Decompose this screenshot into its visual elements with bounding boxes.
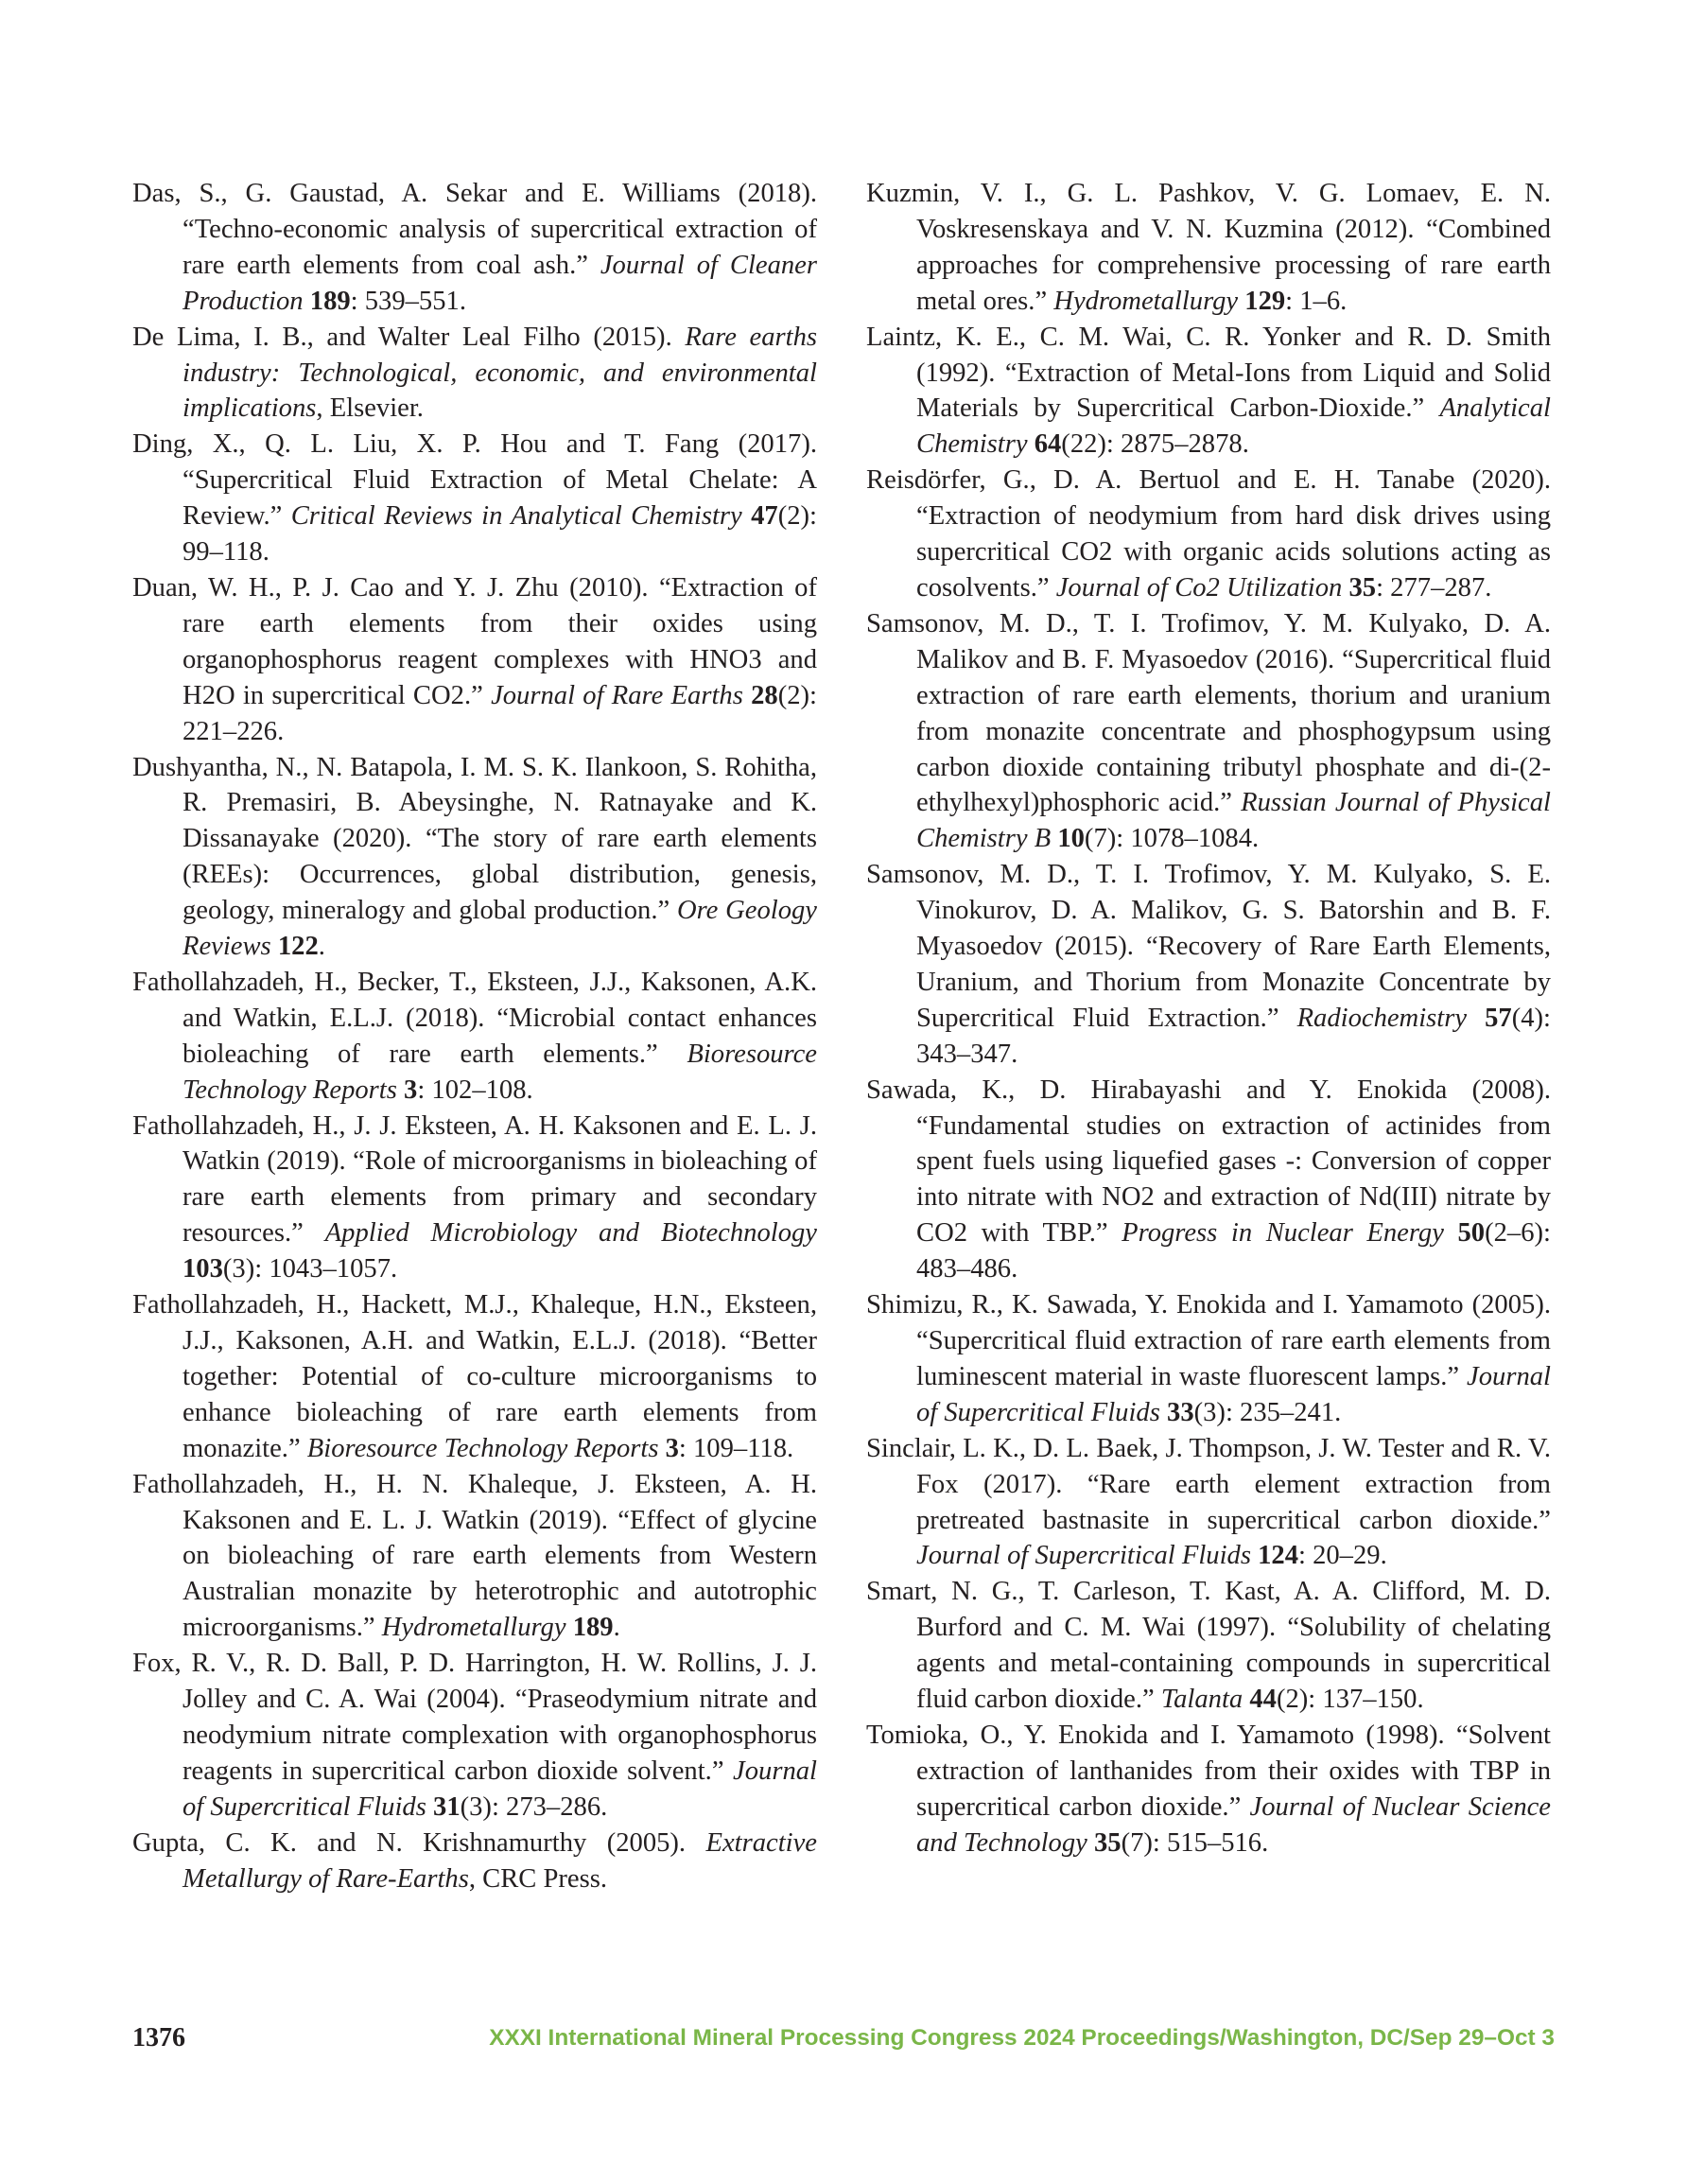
reference-entry	[132, 750, 817, 965]
reference-authors-title: Sinclair, L. K., D. L. Baek, J. Thompson, J. W. Tester and R. V. Fox (2017). “Rare earth element extraction from pretreated bastnasite in supercritical carbon dioxide.”	[866, 1433, 1551, 1535]
reference-entry	[866, 463, 1551, 606]
reference-source: Hydrometallurgy	[381, 1613, 566, 1643]
reference-entry	[132, 176, 817, 320]
reference-authors-title: Fox, R. V., R. D. Ball, P. D. Harrington, H. W. Rollins, J. J. Jolley and C. A. Wai (2004). “Praseodymium nitrate and neodymium nitrate complexation with organophosphorus reagents in supercritical carbon dioxide solvent.”	[132, 1649, 817, 1786]
reference-entry	[132, 1287, 817, 1467]
reference-entry	[132, 1109, 817, 1288]
reference-authors-title: Fathollahzadeh, H., H. N. Khaleque, J. Eksteen, A. H. Kaksonen and E. L. J. Watkin (2019). “Effect of glycine on bioleaching of rare earth elements from Western Australian monazite by heterotrophic and autotrophic microorganisms.”	[132, 1469, 817, 1643]
reference-authors-title: Smart, N. G., T. Carleson, T. Kast, A. A. Clifford, M. D. Burford and C. M. Wai (1997). “Solubility of chelating agents and metal-containing compounds in supercritical fluid carbon dioxide.”	[866, 1577, 1551, 1715]
reference-pages: (2): 221–226.	[183, 680, 817, 746]
reference-authors-title: Samsonov, M. D., T. I. Trofimov, Y. M. Kulyako, D. A. Malikov and B. F. Myasoedov (2016). “Supercritical fluid extraction of rare earth elements, thorium and uranium from monazite concentrate and phosphogypsum using carbon dioxide containing tributyl phosphate and di-(2-ethylhexyl)phosphoric acid.”	[866, 608, 1551, 818]
reference-authors-title: Fathollahzadeh, H., Becker, T., Eksteen, J.J., Kaksonen, A.K. and Watkin, E.L.J. (2018). “Microbial contact enhances bioleaching of rare earth elements.”	[132, 967, 817, 1069]
reference-volume: 189	[309, 286, 351, 316]
running-title: XXXI International Mineral Processing Congress 2024 Proceedings/Washington, DC/Sep 29–Oct 3	[489, 2025, 1555, 2051]
reference-volume: 33	[1167, 1397, 1194, 1427]
reference-source: Ore Geology Reviews	[183, 896, 817, 962]
reference-source: Critical Reviews in Analytical Chemistry	[290, 501, 742, 532]
reference-volume: 129	[1244, 286, 1286, 316]
reference-entry	[866, 606, 1551, 857]
reference-volume: 103	[183, 1254, 223, 1284]
reference-volume: 3	[665, 1433, 679, 1463]
reference-volume: 189	[572, 1613, 614, 1643]
reference-pages: (22): 2875–2878.	[1061, 429, 1249, 460]
reference-entry	[866, 857, 1551, 1072]
reference-entry	[132, 965, 817, 1109]
reference-source: Journal of Cleaner Production	[183, 250, 817, 316]
reference-pages: (2–6): 483–486.	[916, 1218, 1551, 1284]
reference-authors-title: Ding, X., Q. L. Liu, X. P. Hou and T. Fang (2017). “Supercritical Fluid Extraction of Metal Chelate: A Review.”	[132, 429, 817, 532]
reference-entry	[132, 1646, 817, 1826]
reference-pages: .	[318, 932, 325, 962]
reference-source: Analytical Chemistry	[916, 393, 1551, 460]
reference-source: Journal of Co2 Utilization	[1055, 572, 1343, 603]
reference-source: Bioresource Technology Reports	[183, 1039, 817, 1105]
reference-entry	[866, 1287, 1551, 1431]
reference-source: Radiochemistry	[1296, 1003, 1468, 1033]
reference-entry	[132, 570, 817, 750]
references-column-left	[132, 176, 817, 1897]
reference-authors-title: Das, S., G. Gaustad, A. Sekar and E. Williams (2018). “Techno-economic analysis of supercritical extraction of rare earth elements from coal ash.”	[132, 179, 817, 280]
reference-pages: : 1–6.	[1285, 286, 1348, 316]
reference-source: Progress in Nuclear Energy	[1122, 1218, 1444, 1249]
reference-pages: : 277–287.	[1376, 572, 1492, 603]
reference-source: Rare earths industry: Technological, economic, and environmental implications	[183, 322, 817, 424]
page-footer	[132, 2023, 1555, 2061]
reference-pages: (2): 99–118.	[183, 501, 817, 568]
reference-source: Hydrometallurgy	[1053, 286, 1239, 316]
reference-source: Journal of Nuclear Science and Technology	[916, 1791, 1551, 1858]
reference-entry	[132, 427, 817, 570]
reference-volume: 50	[1457, 1218, 1486, 1249]
reference-pages: (7): 515–516.	[1121, 1827, 1269, 1858]
reference-volume: 35	[1093, 1827, 1122, 1858]
reference-volume: 31	[433, 1791, 461, 1822]
reference-pages: (3): 1043–1057.	[222, 1254, 398, 1284]
reference-volume: 124	[1258, 1541, 1298, 1571]
reference-entry	[866, 1073, 1551, 1287]
reference-pages: : 20–29.	[1298, 1541, 1387, 1571]
reference-volume: 47	[751, 501, 778, 532]
reference-authors-title: Sawada, K., D. Hirabayashi and Y. Enokida (2008). “Fundamental studies on extraction of actinides from spent fuels using liquefied gases -: Conversion of copper into nitrate with NO2 and extraction of Nd(III) nitrate by CO2 with TBP.”	[866, 1075, 1551, 1249]
reference-volume: 35	[1348, 572, 1377, 603]
reference-entry	[132, 320, 817, 428]
reference-entry	[866, 320, 1551, 463]
reference-source: Journal of Supercritical Fluids	[183, 1756, 817, 1822]
reference-authors-title: Tomioka, O., Y. Enokida and I. Yamamoto (1998). “Solvent extraction of lanthanides from their oxides with TBP in supercritical carbon dioxide.”	[866, 1720, 1551, 1822]
reference-source: Journal of Rare Earths	[491, 680, 743, 710]
reference-entry	[866, 176, 1551, 320]
reference-source: Journal of Supercritical Fluids	[916, 1361, 1551, 1427]
reference-authors-title: Fathollahzadeh, H., Hackett, M.J., Khaleque, H.N., Eksteen, J.J., Kaksonen, A.H. and Watkin, E.L.J. (2018). “Better together: Potential of co-culture microorganisms to enhance bioleaching of rare earth elements from monazite.”	[132, 1290, 817, 1463]
reference-pages: (3): 235–241.	[1193, 1397, 1342, 1427]
reference-pages: , CRC Press.	[468, 1863, 608, 1894]
page-number: 1376	[132, 2023, 185, 2053]
reference-pages: : 102–108.	[417, 1075, 533, 1105]
reference-authors-title: Dushyantha, N., N. Batapola, I. M. S. K. Ilankoon, S. Rohitha, R. Premasiri, B. Abeysinghe, N. Ratnayake and K. Dissanayake (2020). “The story of rare earth elements (REEs): Occurrences, global distribution, genesis, geology, mineralogy and global production.”	[132, 752, 817, 926]
reference-source: Extractive Metallurgy of Rare-Earths	[183, 1827, 817, 1894]
reference-source: Talanta	[1160, 1685, 1244, 1715]
reference-authors-title: De Lima, I. B., and Walter Leal Filho (2015).	[132, 322, 686, 352]
reference-pages: (3): 273–286.	[460, 1791, 608, 1822]
reference-authors-title: Fathollahzadeh, H., J. J. Eksteen, A. H. Kaksonen and E. L. J. Watkin (2019). “Role of microorganisms in bioleaching of rare earth elements from primary and secondary resources.”	[132, 1110, 817, 1249]
reference-source: Applied Microbiology and Biotechnology	[324, 1218, 817, 1249]
reference-authors-title: Kuzmin, V. I., G. L. Pashkov, V. G. Lomaev, E. N. Voskresenskaya and V. N. Kuzmina (2012). “Combined approaches for comprehensive processing of rare earth metal ores.”	[866, 179, 1551, 316]
references-column-right	[866, 176, 1551, 1861]
reference-source: Journal of Supercritical Fluids	[916, 1541, 1251, 1571]
reference-entry	[132, 1467, 817, 1647]
reference-volume: 44	[1249, 1685, 1277, 1715]
reference-authors-title: Samsonov, M. D., T. I. Trofimov, Y. M. Kulyako, S. E. Vinokurov, D. A. Malikov, G. S. Batorshin and B. F. Myasoedov (2015). “Recovery of Rare Earth Elements, Uranium, and Thorium from Monazite Concentrate by Supercritical Fluid Extraction.”	[866, 860, 1551, 1033]
reference-entry	[866, 1574, 1551, 1718]
reference-source: Russian Journal of Physical Chemistry B	[916, 788, 1551, 854]
reference-volume: 10	[1057, 824, 1085, 854]
reference-authors-title: Duan, W. H., P. J. Cao and Y. J. Zhu (2010). “Extraction of rare earth elements from their oxides using organophosphorus reagent complexes with HNO3 and H2O in supercritical CO2.”	[132, 572, 817, 710]
reference-pages: : 539–551.	[350, 286, 466, 316]
reference-authors-title: Reisdörfer, G., D. A. Bertuol and E. H. Tanabe (2020). “Extraction of neodymium from hard disk drives using supercritical CO2 with organic acids solutions acting as cosolvents.”	[866, 465, 1551, 603]
reference-volume: 57	[1485, 1003, 1512, 1033]
reference-pages: , Elsevier.	[316, 393, 424, 424]
reference-pages: : 109–118.	[678, 1433, 794, 1463]
reference-volume: 3	[404, 1075, 418, 1105]
reference-entry	[866, 1718, 1551, 1861]
reference-pages: (4): 343–347.	[916, 1003, 1551, 1069]
reference-source: Bioresource Technology Reports	[306, 1433, 659, 1463]
reference-volume: 64	[1034, 429, 1062, 460]
reference-authors-title: Laintz, K. E., C. M. Wai, C. R. Yonker and R. D. Smith (1992). “Extraction of Metal-Ions from Liquid and Solid Materials by Supercritical Carbon-Dioxide.”	[866, 322, 1551, 424]
reference-entry	[866, 1431, 1551, 1575]
reference-entry	[132, 1826, 817, 1897]
reference-authors-title: Shimizu, R., K. Sawada, Y. Enokida and I. Yamamoto (2005). “Supercritical fluid extraction of rare earth elements from luminescent material in waste fluorescent lamps.”	[866, 1290, 1551, 1391]
reference-authors-title: Gupta, C. K. and N. Krishnamurthy (2005).	[132, 1827, 706, 1858]
reference-pages: (2): 137–150.	[1276, 1685, 1424, 1715]
reference-pages: (7): 1078–1084.	[1084, 824, 1260, 854]
reference-volume: 122	[277, 932, 319, 962]
reference-volume: 28	[751, 680, 778, 710]
reference-pages: .	[613, 1613, 620, 1643]
